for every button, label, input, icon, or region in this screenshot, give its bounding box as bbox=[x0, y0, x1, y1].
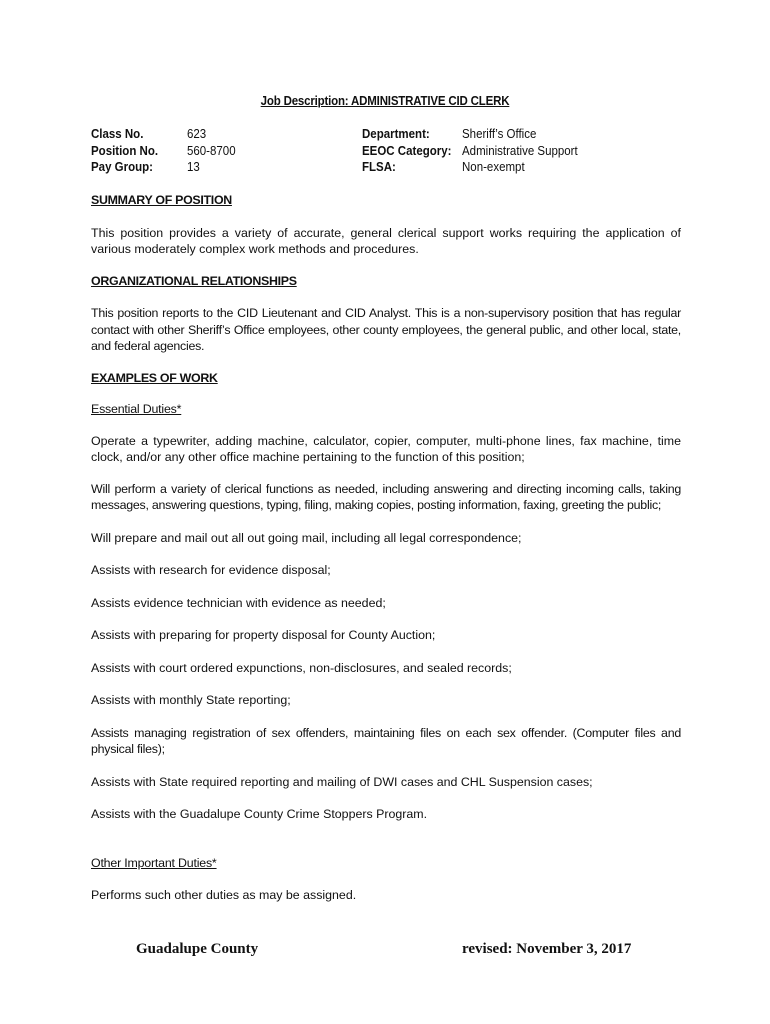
duty-item: Assists with research for evidence disposal; bbox=[91, 563, 331, 577]
duty-item: Assists with the Guadalupe County Crime Stoppers Program. bbox=[91, 807, 428, 821]
essential-duties-heading: Essential Duties* bbox=[91, 402, 182, 416]
class-no-value: 623 bbox=[187, 127, 207, 141]
eeoc-category-value: Administrative Support bbox=[462, 143, 578, 158]
job-info-block bbox=[91, 126, 691, 176]
other-duties-heading: Other Important Duties* bbox=[91, 855, 217, 870]
flsa-value: Non-exempt bbox=[462, 160, 525, 174]
eeoc-category-label: EEOC Category: bbox=[362, 143, 452, 158]
examples-heading: EXAMPLES OF WORK bbox=[91, 370, 218, 385]
footer-county: Guadalupe County bbox=[136, 941, 259, 957]
duty-item: Will prepare and mail out all out going mail, including all legal correspondence; bbox=[91, 530, 522, 545]
duty-item: Assists with court ordered expunctions, non-disclosures, and sealed records; bbox=[91, 660, 512, 675]
duty-item: Assists evidence technician with evidence as needed; bbox=[91, 595, 386, 610]
summary-heading: SUMMARY OF POSITION bbox=[91, 193, 232, 207]
pay-group-value: 13 bbox=[187, 160, 200, 174]
duty-item: Will perform a variety of clerical functions as needed, including answering and directing incoming calls, taking messages, answering questions, typing, filing, making copies, posting information, faxing, greeting the public; bbox=[91, 481, 681, 512]
duty-item: Assists managing registration of sex offenders, maintaining files on each sex offender. (Computer files and physical files); bbox=[91, 725, 681, 756]
pay-group-label: Pay Group: bbox=[91, 160, 153, 174]
org-heading: ORGANIZATIONAL RELATIONSHIPS bbox=[91, 273, 297, 288]
info-row-3 bbox=[91, 159, 691, 176]
position-no-label: Position No. bbox=[91, 143, 159, 158]
info-row-2 bbox=[91, 143, 691, 160]
position-no-value: 560-8700 bbox=[187, 143, 236, 158]
document-body bbox=[91, 192, 681, 904]
duty-item: Assists with preparing for property disposal for County Auction; bbox=[91, 628, 436, 642]
duty-item: Assists with monthly State reporting; bbox=[91, 693, 291, 707]
page-title: Job Description: ADMINISTRATIVE CID CLERK bbox=[260, 94, 510, 108]
department-value: Sheriff’s Office bbox=[462, 127, 537, 141]
info-row-1 bbox=[91, 126, 691, 143]
summary-text: This position provides a variety of accurate, general clerical support works requiring the application of various moderately complex work methods and procedures. bbox=[91, 225, 681, 256]
flsa-label: FLSA: bbox=[362, 160, 396, 174]
org-text: This position reports to the CID Lieutenant and CID Analyst. This is a non-supervisory position that has regular contact with other Sheriff’s Office employees, other county employees, the general public, and other local, state, and federal agencies. bbox=[91, 306, 681, 353]
other-duties-text: Performs such other duties as may be assigned. bbox=[91, 888, 357, 902]
class-no-label: Class No. bbox=[91, 127, 144, 141]
duty-item: Assists with State required reporting and mailing of DWI cases and CHL Suspension cases; bbox=[91, 774, 593, 789]
footer-revised-date: revised: November 3, 2017 bbox=[462, 941, 632, 957]
duty-item: Operate a typewriter, adding machine, calculator, copier, computer, multi-phone lines, fax machine, time clock, and/or any other office machine pertaining to the function of this position; bbox=[91, 433, 681, 464]
department-label: Department: bbox=[362, 127, 430, 141]
